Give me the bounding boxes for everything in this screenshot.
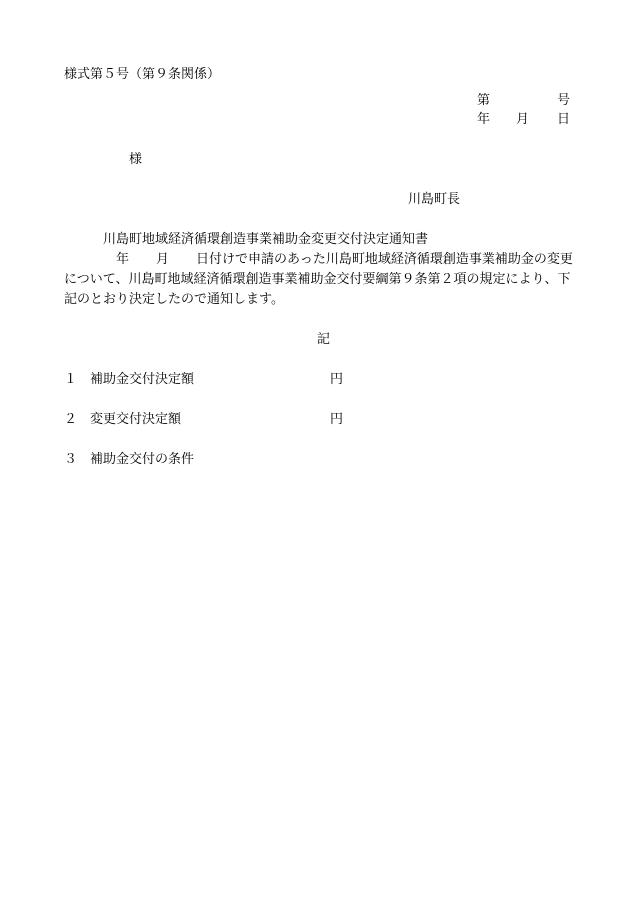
ki-heading: 記 xyxy=(317,332,331,347)
document-title: 川島町地域経済循環創造事業補助金変更交付決定通知書 xyxy=(103,232,429,247)
date-month: 月 xyxy=(516,112,530,127)
form-label: 様式第５号（第９条関係） xyxy=(64,67,221,82)
date-year: 年 xyxy=(477,112,491,127)
item-label: 変更交付決定額 xyxy=(90,412,182,427)
doc-number-prefix: 第 xyxy=(477,93,491,108)
item-number: ２ xyxy=(64,412,78,427)
item-label: 補助金交付の条件 xyxy=(90,452,195,467)
date-day: 日 xyxy=(557,112,571,127)
item-unit: 円 xyxy=(330,372,344,387)
item-number: ３ xyxy=(64,452,78,467)
issuer: 川島町長 xyxy=(408,192,461,207)
item-label: 補助金交付決定額 xyxy=(90,372,195,387)
body-line-2: について、川島町地域経済循環創造事業補助金交付要綱第９条第２項の規定により、下 xyxy=(64,272,571,287)
body-month: 月 xyxy=(156,252,170,267)
body-line-1: 日付けで申請のあった川島町地域経済循環創造事業補助金の変更 xyxy=(196,252,573,267)
doc-number-suffix: 号 xyxy=(557,93,571,108)
item-unit: 円 xyxy=(330,412,344,427)
item-number: １ xyxy=(64,372,78,387)
body-year: 年 xyxy=(116,252,130,267)
body-line-3: 記のとおり決定したので通知します。 xyxy=(64,292,284,307)
addressee-suffix: 様 xyxy=(129,152,143,167)
